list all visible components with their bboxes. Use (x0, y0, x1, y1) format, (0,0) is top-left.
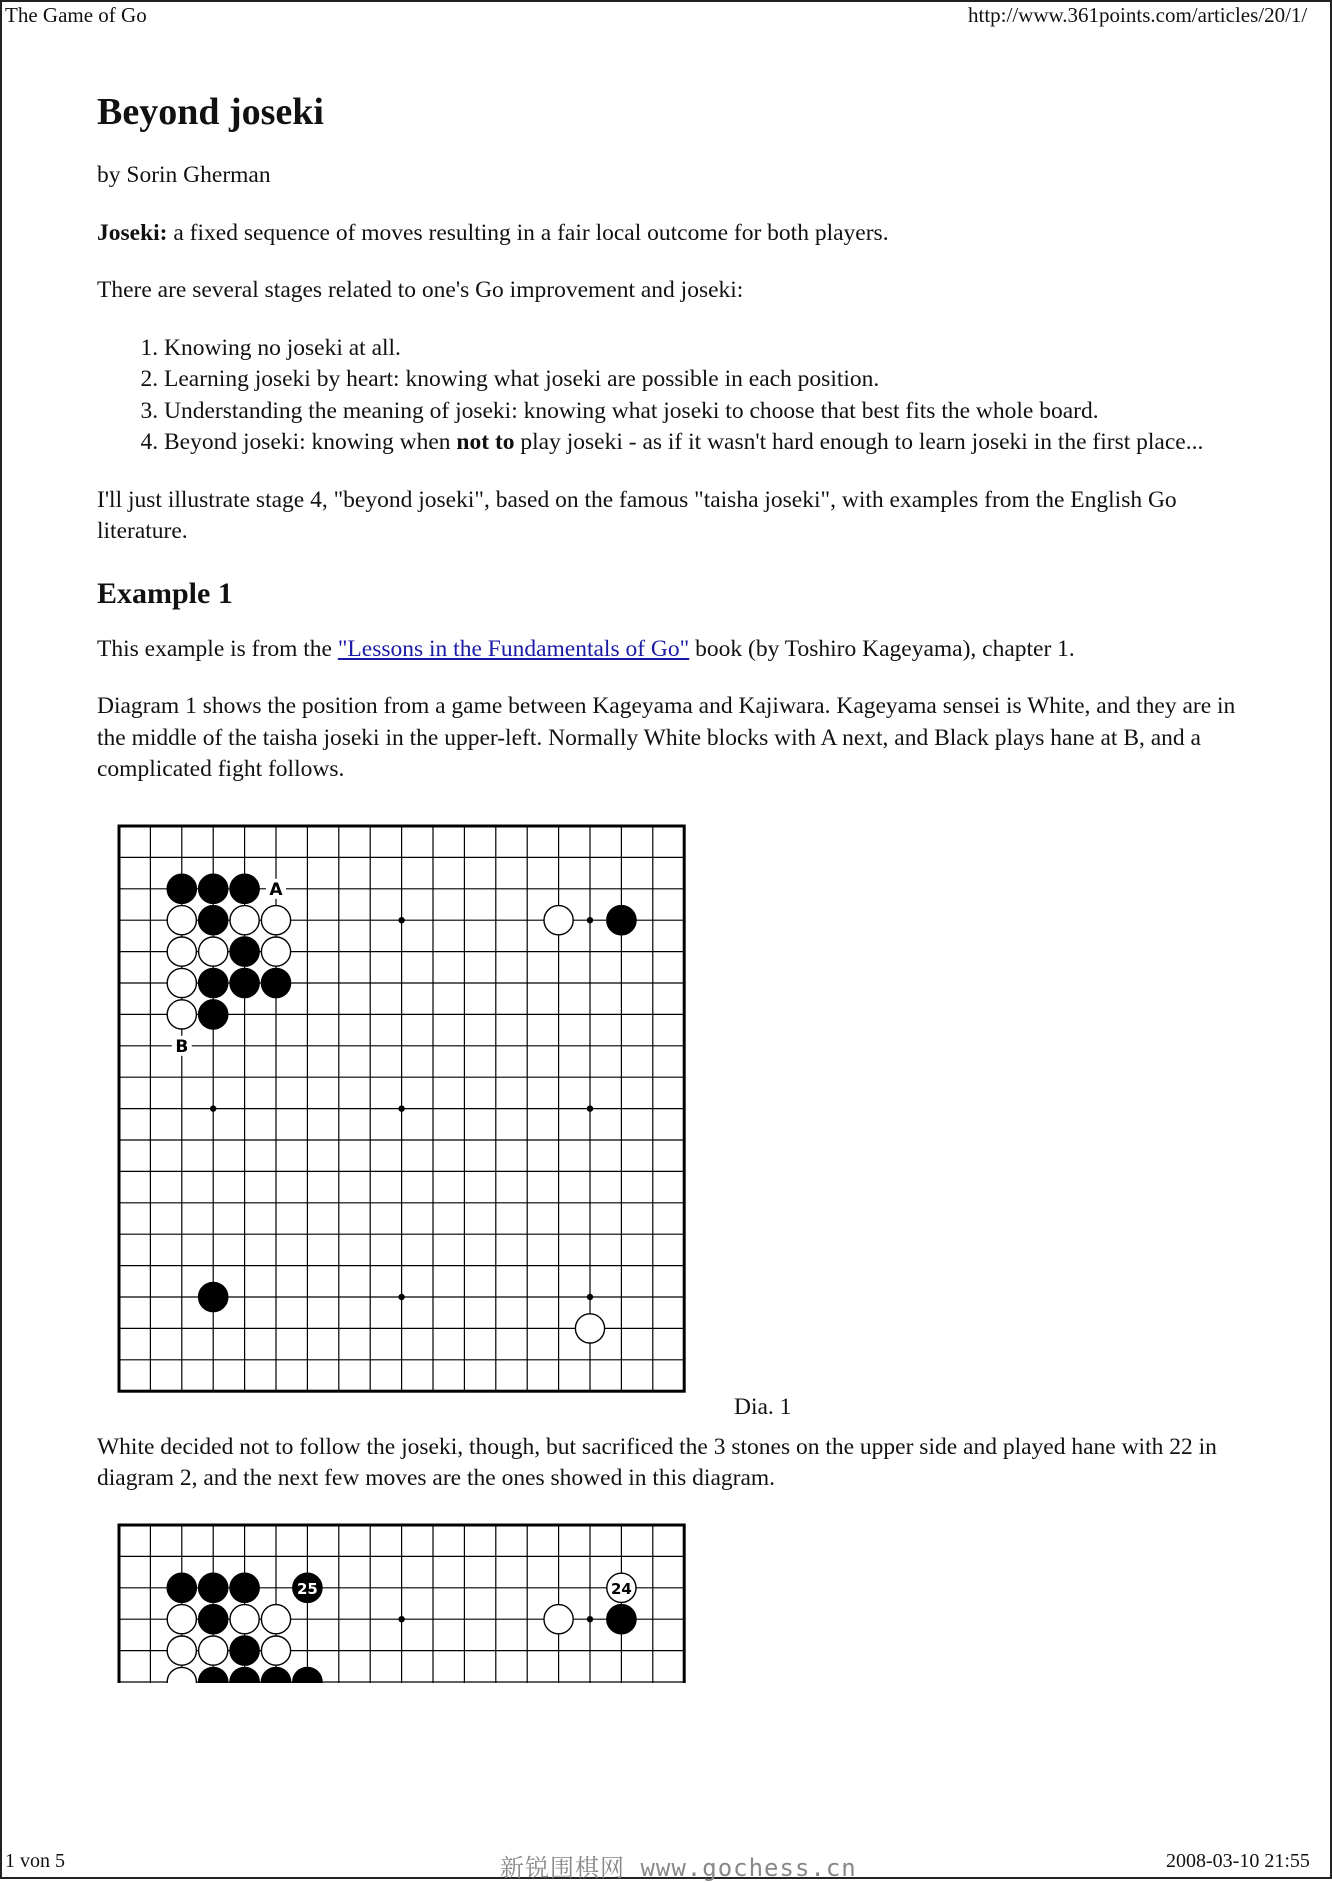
board1-mark-label: A (269, 879, 283, 900)
stage4-part2: play joseki - as if it wasn't hard enough to learn joseki in the first place... (514, 429, 1204, 455)
example1-source (97, 634, 1247, 666)
board1-star-point (210, 1105, 216, 1111)
board1-star-point (398, 1105, 404, 1111)
board2-stone-white (167, 1636, 196, 1665)
stages-list (97, 333, 1247, 459)
article (97, 90, 1247, 1683)
board1-star-point (587, 1105, 593, 1111)
board1-mark-label: B (175, 1036, 189, 1057)
stage4-part1: Beyond joseki: knowing when (164, 429, 457, 455)
go-board-1 (117, 824, 692, 1399)
header-url: http://www.361points.com/articles/20/1/ (968, 3, 1308, 27)
board2-stone-white (544, 1604, 573, 1633)
definition-text: a fixed sequence of moves resulting in a fair local outcome for both players. (167, 219, 889, 246)
example1-continuation: White decided not to follow the joseki, though, but sacrificed the 3 stones on the upper side and played hane with 22 in diagram 2, and the next few moves are the ones showed in this diagram. (97, 1433, 1217, 1491)
board2-star-point (587, 1616, 593, 1622)
author-line: by Sorin Gherman (97, 162, 271, 188)
board1-star-point (587, 1293, 593, 1299)
board2-stone-black (199, 1573, 228, 1602)
board2-stone-black (167, 1573, 196, 1602)
board1-stone-black (199, 874, 228, 903)
board1-stone-white (167, 968, 196, 997)
board1-stone-white (199, 937, 228, 966)
list-item: 1. Knowing no joseki at all. (164, 333, 1247, 365)
board2-stone-white (199, 1636, 228, 1665)
board2-stone-black (230, 1573, 259, 1602)
board2-stone-white (261, 1604, 290, 1633)
board2-stone-white (261, 1636, 290, 1665)
book-link[interactable]: "Lessons in the Fundamentals of Go" (337, 635, 690, 662)
footer-watermark: 新锐围棋网 www.gochess.cn (500, 1854, 857, 1882)
diagram-1 (117, 824, 1247, 1424)
board1-stone-black (167, 874, 196, 903)
board2-stone-number: 25 (296, 1579, 318, 1598)
footer-timestamp: 2008-03-10 21:55 (1166, 1850, 1310, 1872)
board2-stone-white (167, 1604, 196, 1633)
board1-stone-white (261, 937, 290, 966)
board1-stone-white (575, 1313, 604, 1342)
source-part2: book (by Toshiro Kageyama), chapter 1. (689, 635, 1075, 662)
illustrate-paragraph: I'll just illustrate stage 4, "beyond joseki", based on the famous "taisha joseki", with examples from the English Go literature. (97, 486, 1177, 544)
list-item: 2. Learning joseki by heart: knowing what joseki are possible in each position. (164, 364, 1247, 396)
board1-star-point (398, 917, 404, 923)
board2-stone-black (230, 1636, 259, 1665)
board1-star-point (398, 1293, 404, 1299)
board1-stone-black (230, 874, 259, 903)
board2-stone-white (230, 1604, 259, 1633)
example1-heading: Example 1 (97, 576, 233, 610)
board1-stone-white (167, 999, 196, 1028)
list-item (164, 427, 1247, 459)
board1-stone-black (261, 968, 290, 997)
article-title: Beyond joseki (97, 91, 324, 133)
board1-stone-black (607, 905, 636, 934)
board1-stone-white (167, 937, 196, 966)
board2-star-point (398, 1616, 404, 1622)
board2-stone-white (607, 1573, 636, 1602)
stages-intro: There are several stages related to one's Go improvement and joseki: (97, 277, 744, 303)
board2-stone-black (607, 1604, 636, 1633)
footer-page: 1 von 5 (5, 1850, 65, 1872)
stage4-bold: not to (456, 429, 515, 455)
board1-stone-black (199, 1282, 228, 1311)
go-board-2 (117, 1523, 692, 1683)
definition-term: Joseki: (97, 219, 168, 246)
board1-stone-white (261, 905, 290, 934)
list-item: 3. Understanding the meaning of joseki: knowing what joseki to choose that best fits the whole board. (164, 396, 1247, 428)
source-part1: This example is from the (97, 635, 338, 662)
board1-stone-white (167, 905, 196, 934)
board2-stone-black (199, 1604, 228, 1633)
board1-stone-black (230, 937, 259, 966)
header-title: The Game of Go (5, 3, 147, 27)
board1-stone-white (544, 905, 573, 934)
diagram-2 (117, 1523, 1247, 1683)
diagram-1-label: Dia. 1 (734, 1393, 792, 1420)
example1-description: Diagram 1 shows the position from a game between Kageyama and Kajiwara. Kageyama sensei is White, and they are in the middle of the taisha joseki in the upper-left. Normally White blocks with A next, and Black plays hane at B, and a complicated fight follows. (97, 693, 1236, 782)
board2-stone-black (293, 1573, 322, 1602)
definition (97, 218, 1247, 250)
board1-stone-black (230, 968, 259, 997)
board1-stone-black (199, 905, 228, 934)
board1-star-point (587, 917, 593, 923)
board1-stone-black (199, 968, 228, 997)
board2-stone-number: 24 (610, 1579, 632, 1598)
board1-stone-white (230, 905, 259, 934)
board1-stone-black (199, 999, 228, 1028)
